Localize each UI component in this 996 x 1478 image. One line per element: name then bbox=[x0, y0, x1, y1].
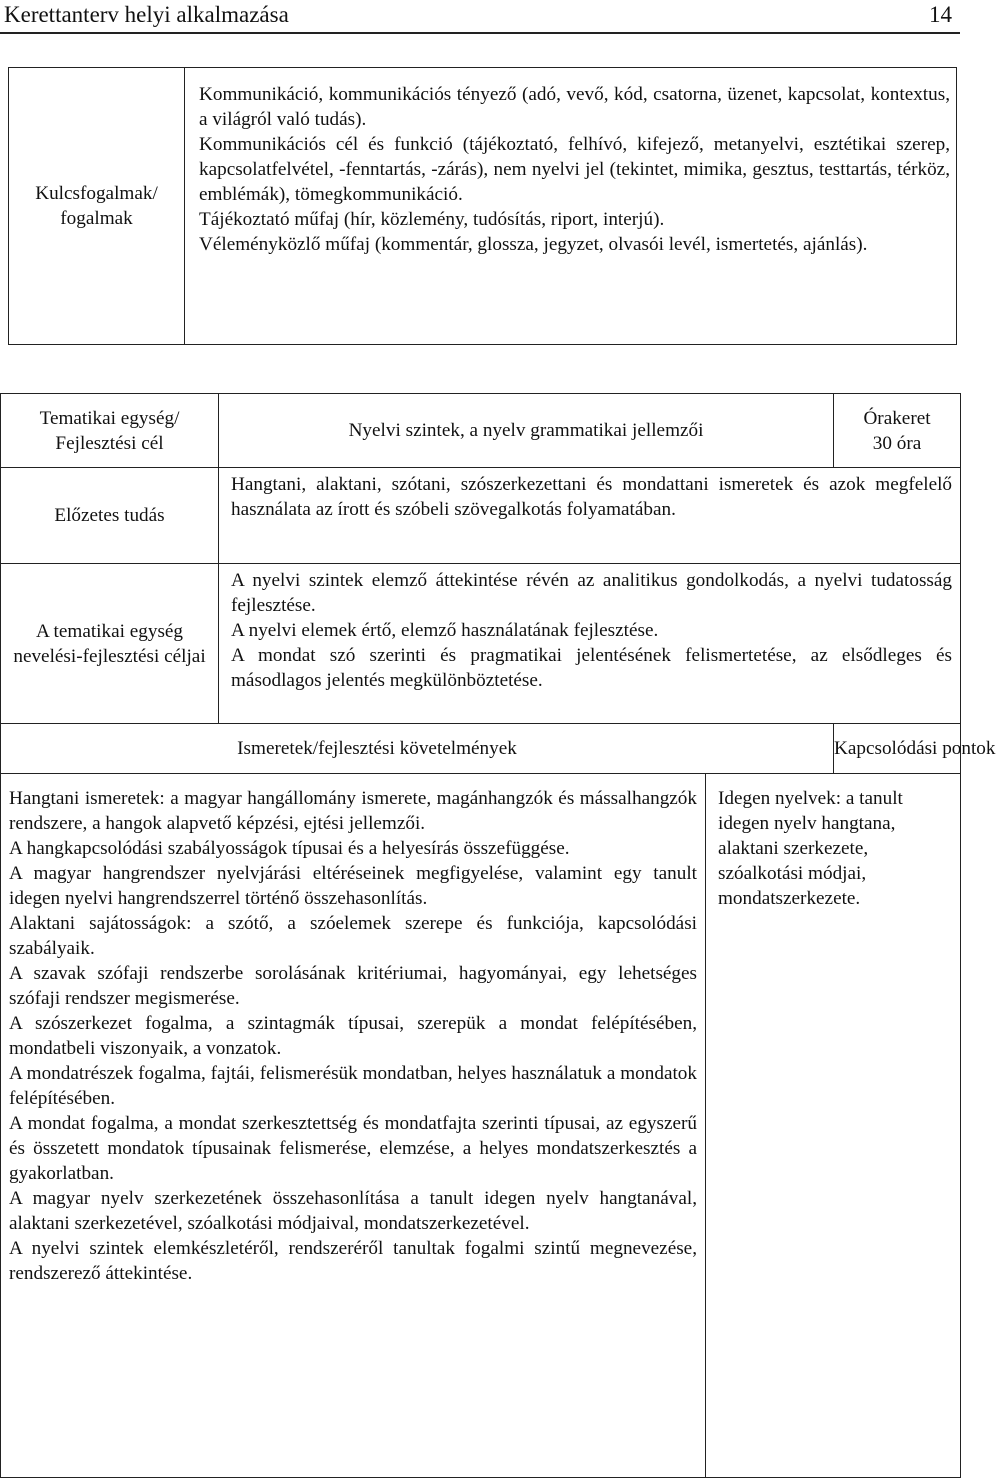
goals-content bbox=[219, 564, 961, 724]
hours-cell bbox=[834, 394, 961, 468]
requirement-item: A mondat fogalma, a mondat szerkesztettség és mondatfajta szerinti típusai, az egyszerű és összetett mondatok típusainak felismerése, elemzése, a helyes mondatszerkesztés a gyakorlatban. bbox=[9, 1113, 697, 1184]
requirements-header: Ismeretek/fejlesztési követelmények bbox=[1, 724, 834, 774]
prior-knowledge-text bbox=[219, 468, 961, 564]
keywords-paragraph: Tájékoztató műfaj (hír, közlemény, tudósítás, riport, interjú). bbox=[199, 209, 665, 230]
goal-item: A nyelvi szintek elemző áttekintése révén az analitikus gondolkodás, a nyelvi tudatosság fejlesztése. bbox=[231, 570, 953, 616]
page-header bbox=[0, 0, 960, 34]
goal-item: A nyelvi elemek értő, elemző használatának fejlesztése. bbox=[231, 620, 659, 641]
keywords-table bbox=[8, 67, 957, 345]
requirement-item: A szavak szófaji rendszerbe sorolásának kritériumai, hagyományai, egy lehetséges szófaji rendszer megismerése. bbox=[9, 963, 697, 1009]
prior-knowledge-label: Előzetes tudás bbox=[1, 468, 219, 564]
keywords-paragraph: Kommunikációs cél és funkció (tájékoztató, felhívó, kifejező, metanyelvi, esztétikai szerep, kapcsolatfelvétel, -fenntartás, -zárás), nem nyelvi jel (tekintet, mimika, gesztus, testtartás, térköz, emblémák), tömegkommunikáció. bbox=[199, 134, 950, 205]
unit-table bbox=[0, 393, 996, 1478]
hours-label: Órakeret bbox=[863, 407, 931, 429]
connections-header: Kapcsolódási pontok bbox=[834, 724, 961, 774]
unit-title: Nyelvi szintek, a nyelv grammatikai jellemzői bbox=[219, 394, 834, 468]
keywords-paragraph: Kommunikáció, kommunikációs tényező (adó, vevő, kód, csatorna, üzenet, kapcsolat, kontextus, a világról való tudás). bbox=[199, 84, 950, 130]
requirement-item: Hangtani ismeretek: a magyar hangállomány ismerete, magánhangzók és mássalhangzók rendszere, a hangok alapvető képzési, ejtési jellemzői. bbox=[9, 788, 697, 834]
requirements-content bbox=[1, 774, 706, 1478]
requirement-item: Alaktani sajátosságok: a szótő, a szóelemek szerepe és funkciója, kapcsolódási szabályaik. bbox=[9, 913, 697, 959]
connections-content: Idegen nyelvek: a tanult idegen nyelv hangtana, alaktani szerkezete, szóalkotási módjai, mondatszerkezete. bbox=[706, 774, 961, 1478]
requirement-item: A magyar nyelv szerkezetének összehasonlítása a tanult idegen nyelv hangtanával, alaktani szerkezetével, szóalkotási módjaival, mondatszerkezetével. bbox=[9, 1188, 697, 1234]
hours-value: 30 óra bbox=[872, 432, 922, 454]
requirement-item: A magyar hangrendszer nyelvjárási eltéréseinek megfigyelése, valamint egy tanult idegen nyelvi hangrendszerrel történő összehasonlítás. bbox=[9, 863, 697, 909]
goals-label: A tematikai egység nevelési-fejlesztési céljai bbox=[1, 564, 219, 724]
prior-knowledge-paragraph: Hangtani, alaktani, szótani, szószerkezettani és mondattani ismeretek és azok megfelelő használata az írott és szóbeli szövegalkotás folyamatában. bbox=[231, 474, 953, 520]
keywords-label: Kulcsfogalmak/ fogalmak bbox=[9, 68, 185, 345]
unit-label: Tematikai egység/ Fejlesztési cél bbox=[1, 394, 219, 468]
goal-item: A mondat szó szerinti és pragmatikai jelentésének felismertetése, az elsődleges és másodlagos jelentés megkülönböztetése. bbox=[231, 645, 953, 691]
requirement-item: A hangkapcsolódási szabályosságok típusai és a helyesírás összefüggése. bbox=[9, 838, 570, 859]
page-number: 14 bbox=[929, 2, 952, 27]
requirement-item: A mondatrészek fogalma, fajtái, felismerésük mondatban, helyes használatuk a mondatok felépítésében. bbox=[9, 1063, 697, 1109]
requirement-item: A nyelvi szintek elemkészletéről, rendszeréről tanultak fogalmi szintű megnevezése, rendszerező áttekintése. bbox=[9, 1238, 697, 1284]
requirement-item: A szószerkezet fogalma, a szintagmák típusai, szerepük a mondat felépítésében, mondatbeli viszonyaik, a vonzatok. bbox=[9, 1013, 697, 1059]
header-title: Kerettanterv helyi alkalmazása bbox=[4, 2, 289, 27]
keywords-content bbox=[185, 68, 957, 345]
keywords-paragraph: Véleményközlő műfaj (kommentár, glossza, jegyzet, olvasói levél, ismertetés, ajánlás). bbox=[199, 234, 868, 255]
